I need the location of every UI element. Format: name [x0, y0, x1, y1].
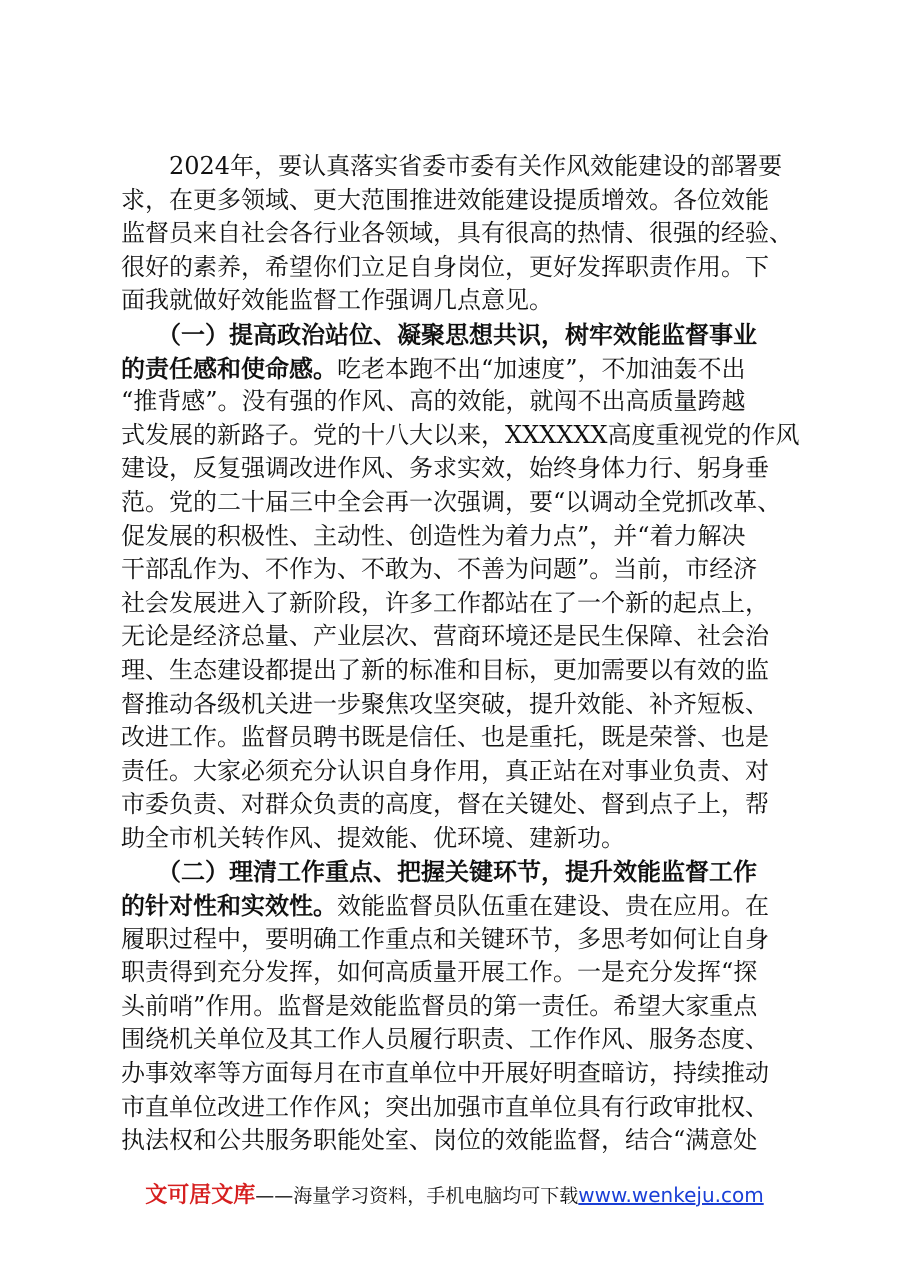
line-text: 头前哨”作用。监督是效能监督员的第一责任。希望大家重点 — [121, 991, 758, 1020]
line-text: 范。党的二十届三中全会再一次强调，要“以调动全党抓改革、 — [121, 487, 782, 516]
text-line — [121, 1023, 797, 1057]
line-text: 2024年，要认真落实省委市委有关作风效能建设的部署要 — [121, 152, 783, 180]
line-text: 职责得到充分发挥，如何高质量开展工作。一是充分发挥“探 — [121, 958, 758, 987]
text-line — [121, 620, 797, 654]
watermark-footer — [0, 1180, 909, 1211]
text-line — [121, 721, 797, 755]
text-line — [121, 755, 797, 789]
text-line — [121, 688, 797, 722]
footer-tagline: ——海量学习资料，手机电脑均可下载 — [255, 1185, 579, 1207]
text-line — [121, 217, 797, 251]
line-text: 建设，反复强调改进作风、务求实效，始终身体力行、躬身垂 — [121, 454, 769, 483]
line-text: 效能监督员队伍重在建设、贵在应用。在 — [337, 892, 769, 921]
line-text: 履职过程中，要明确工作重点和关键环节，多思考如何让自身 — [121, 924, 769, 953]
text-line — [121, 452, 797, 486]
text-line — [121, 352, 797, 386]
line-text: 市委负责、对群众负责的高度，督在关键处、督到点子上，帮 — [121, 790, 769, 819]
line-text: 监督员来自社会各行业各领域，具有很高的热情、很强的经验、 — [121, 219, 793, 248]
text-line — [121, 855, 797, 889]
text-line — [121, 553, 797, 587]
document-body — [121, 150, 800, 1158]
bold-heading-text: 的责任感和使命感。 — [121, 353, 337, 383]
line-text: 围绕机关单位及其工作人员履行职责、工作作风、服务态度、 — [121, 1025, 769, 1054]
line-text: 式发展的新路子。党的十八大以来，XXXXXX高度重视党的作风 — [121, 420, 800, 449]
footer-link[interactable]: www.wenkeju.com — [578, 1183, 764, 1207]
text-line — [121, 1057, 797, 1091]
text-line — [121, 587, 797, 621]
line-text: 求，在更多领域、更大范围推进效能建设提质增效。各位效能 — [121, 185, 769, 214]
text-line — [121, 150, 797, 184]
text-line — [121, 184, 797, 218]
text-line — [121, 1091, 797, 1125]
line-text: 干部乱作为、不作为、不敢为、不善为问题”。当前，市经济 — [121, 555, 758, 584]
text-line — [121, 990, 797, 1024]
text-line — [121, 956, 797, 990]
line-text: 督推动各级机关进一步聚焦攻坚突破，提升效能、补齐短板、 — [121, 689, 769, 718]
line-text: “推背感”。没有强的作风、高的效能，就闯不出高质量跨越 — [121, 387, 746, 416]
text-line — [121, 284, 797, 318]
line-text: 执法权和公共服务职能处室、岗位的效能监督，结合“满意处 — [121, 1126, 758, 1155]
text-line — [121, 520, 797, 554]
line-text: 面我就做好效能监督工作强调几点意见。 — [121, 286, 553, 315]
line-text: 促发展的积极性、主动性、创造性为着力点”，并“着力解决 — [121, 521, 746, 550]
line-text: 责任。大家必须充分认识自身作用，真正站在对事业负责、对 — [121, 756, 769, 785]
text-line — [121, 318, 797, 352]
bold-heading-text: （二）理清工作重点、把握关键环节，提升效能监督工作 — [121, 857, 757, 887]
line-text: 助全市机关转作风、提效能、优环境、建新功。 — [121, 823, 625, 852]
text-line — [121, 486, 797, 520]
bold-heading-text: （一）提高政治站位、凝聚思想共识，树牢效能监督事业 — [121, 319, 757, 349]
bold-heading-text: 的针对性和实效性。 — [121, 891, 337, 921]
line-text: 改进工作。监督员聘书既是信任、也是重托，既是荣誉、也是 — [121, 723, 769, 752]
line-text: 很好的素养，希望你们立足自身岗位，更好发挥职责作用。下 — [121, 252, 769, 281]
text-line — [121, 419, 800, 453]
line-text: 吃老本跑不出“加速度”，不加油轰不出 — [337, 354, 746, 383]
footer-brand: 文可居文库 — [145, 1183, 256, 1208]
line-text: 社会发展进入了新阶段，许多工作都站在了一个新的起点上， — [121, 588, 769, 617]
text-line — [121, 385, 797, 419]
text-line — [121, 923, 797, 957]
text-line — [121, 788, 797, 822]
line-text: 办事效率等方面每月在市直单位中开展好明查暗访，持续推动 — [121, 1059, 769, 1088]
text-line — [121, 654, 797, 688]
text-line — [121, 822, 797, 856]
text-line — [121, 889, 797, 923]
text-line — [121, 251, 797, 285]
text-line — [121, 1124, 797, 1158]
line-text: 无论是经济总量、产业层次、营商环境还是民生保障、社会治 — [121, 622, 769, 651]
line-text: 理、生态建设都提出了新的标准和目标，更加需要以有效的监 — [121, 655, 769, 684]
line-text: 市直单位改进工作作风；突出加强市直单位具有行政审批权、 — [121, 1092, 769, 1121]
